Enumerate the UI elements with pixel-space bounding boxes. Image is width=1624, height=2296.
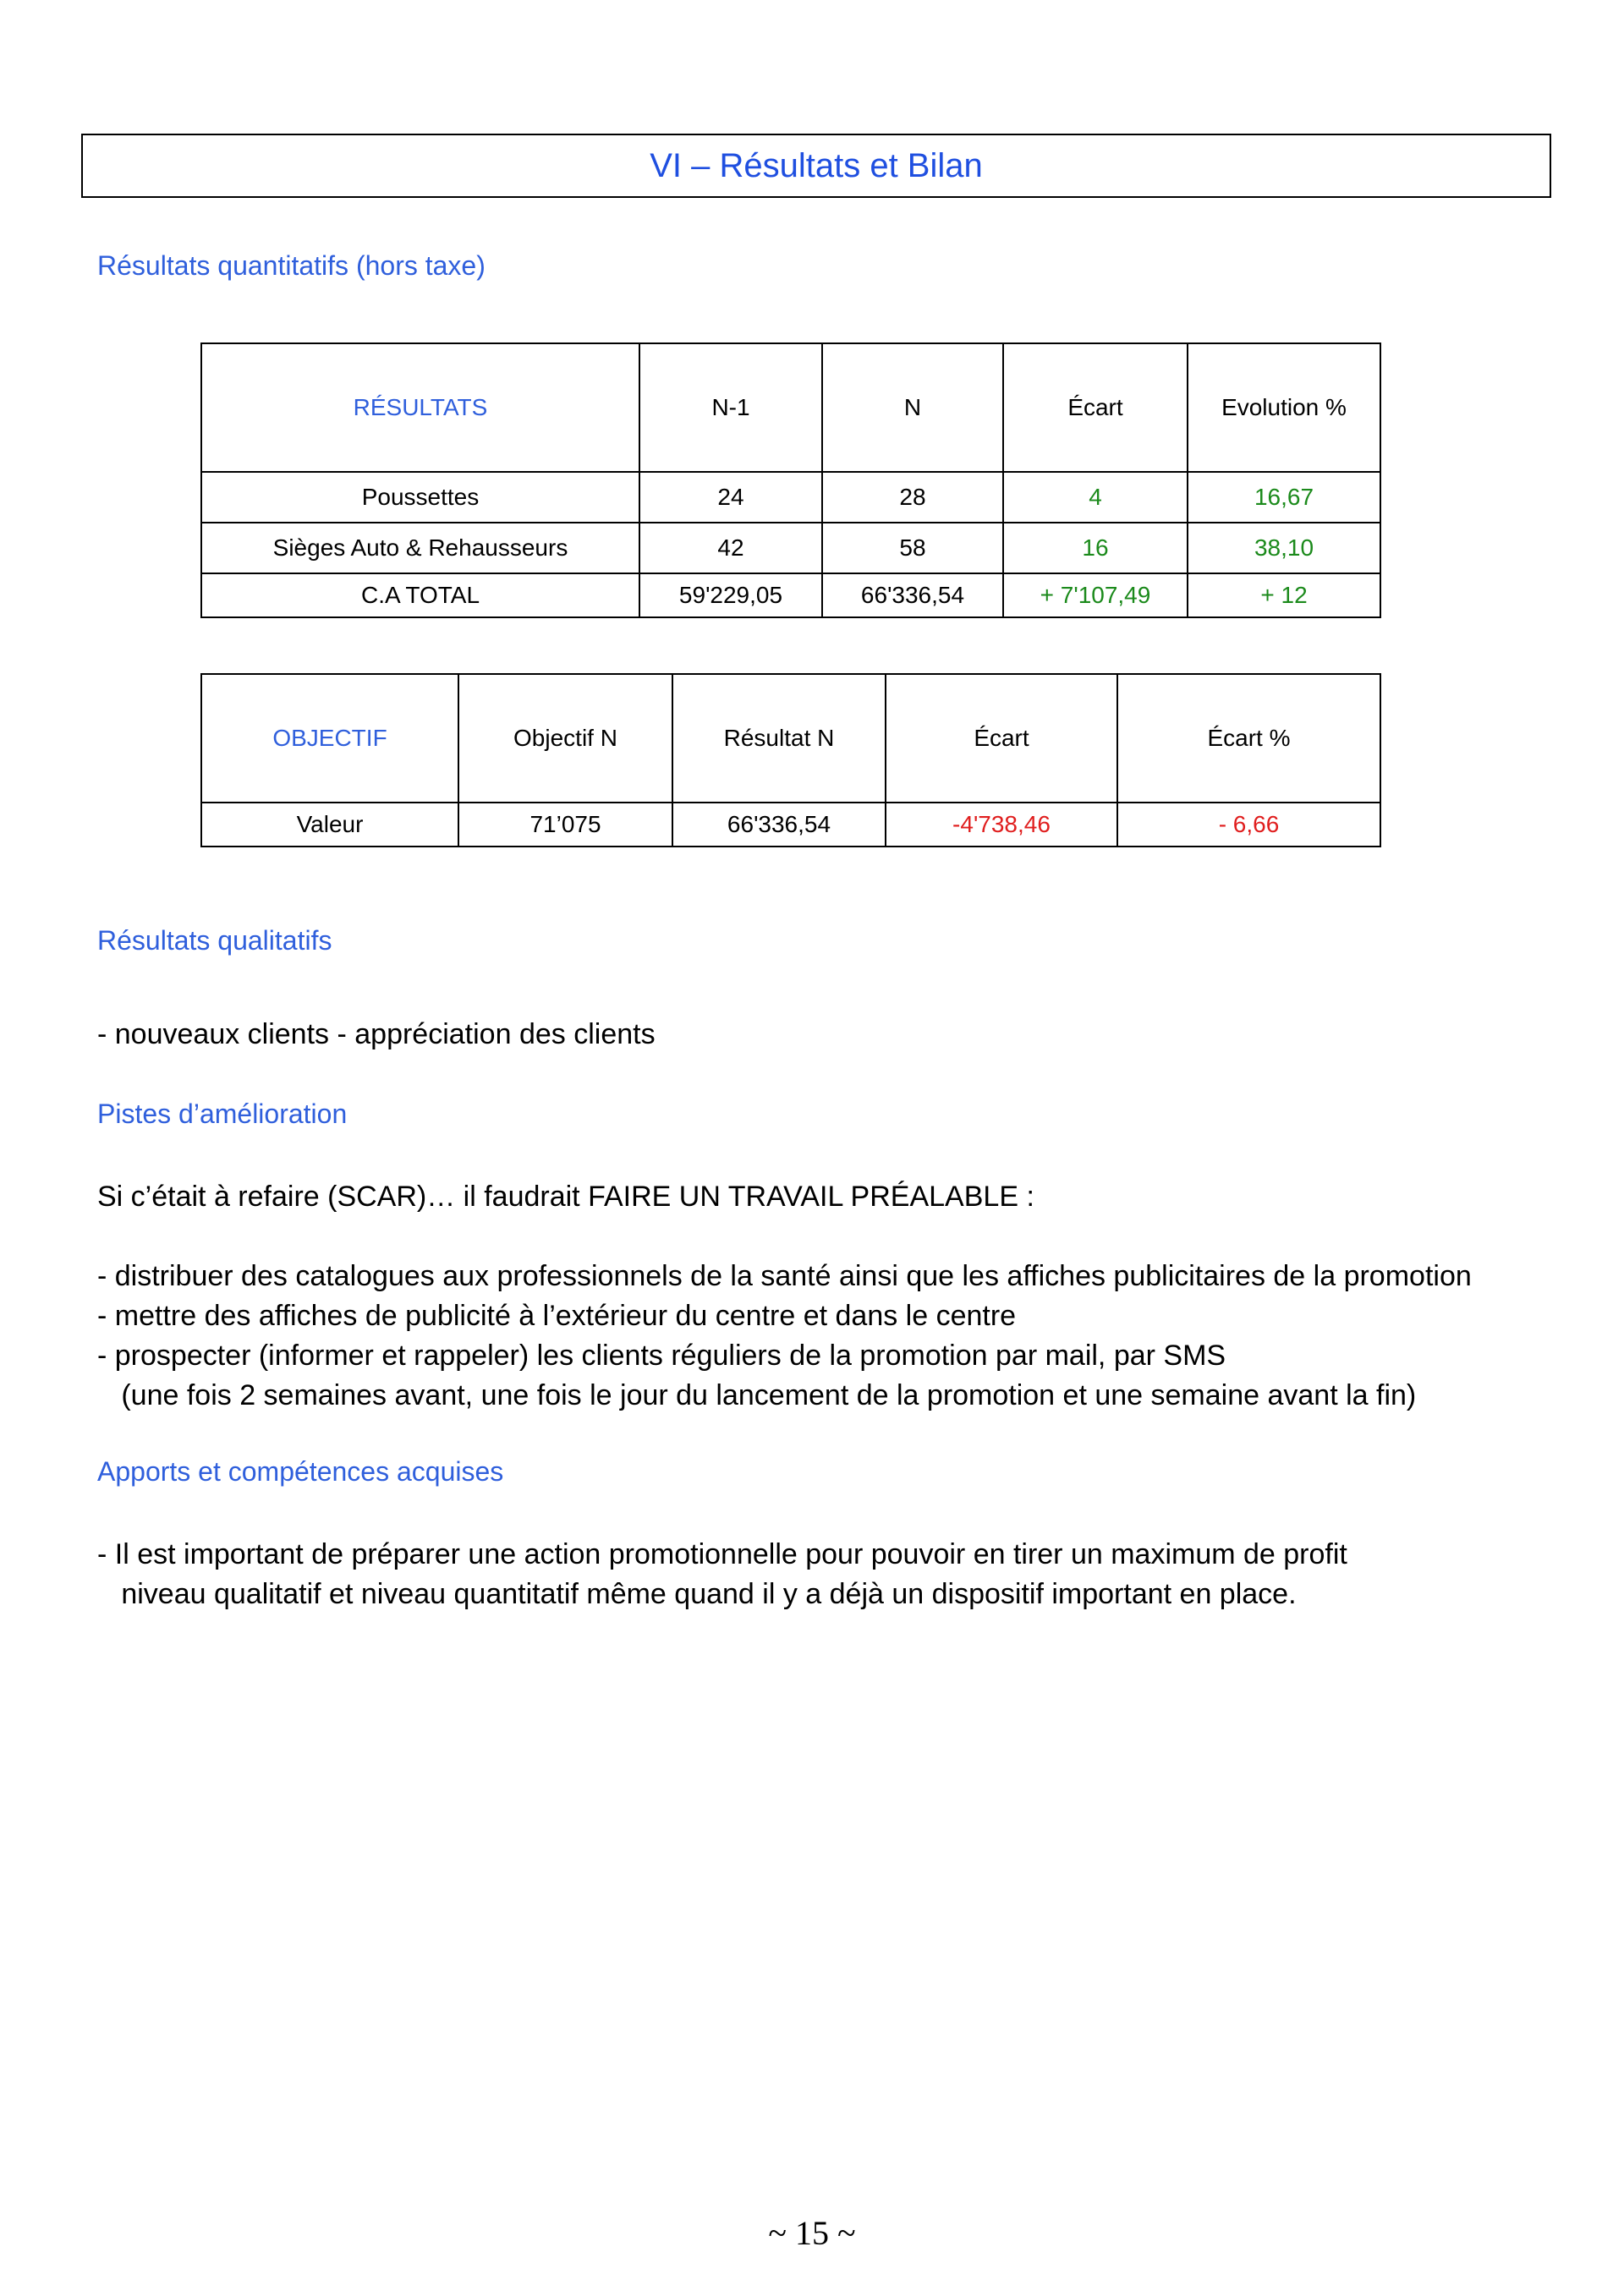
row-label: Sièges Auto & Rehausseurs <box>201 523 639 573</box>
table-cell: 16,67 <box>1188 472 1380 523</box>
results-table-header-row <box>201 343 1380 472</box>
table-cell: 66'336,54 <box>672 803 886 847</box>
page-number: ~ 15 ~ <box>768 2214 856 2252</box>
table-cell: 59'229,05 <box>639 573 822 617</box>
qualitative-text: - nouveaux clients - appréciation des clients <box>97 1018 656 1050</box>
table-cell: 24 <box>639 472 822 523</box>
table-cell: + 12 <box>1188 573 1380 617</box>
skills-heading: Apports et compétences acquises <box>97 1456 504 1487</box>
row-label: Poussettes <box>201 472 639 523</box>
results-header-cell: N <box>822 343 1003 472</box>
table-cell: 16 <box>1003 523 1188 573</box>
table-cell: 38,10 <box>1188 523 1380 573</box>
table-cell: + 7'107,49 <box>1003 573 1188 617</box>
table-row <box>201 573 1380 617</box>
table-cell: 71’075 <box>458 803 672 847</box>
results-table <box>200 342 1381 618</box>
skills-line: niveau qualitatif et niveau quantitatif même quand il y a déjà un dispositif important en place. <box>97 1578 1297 1610</box>
table-row <box>201 523 1380 573</box>
improvement-heading: Pistes d’amélioration <box>97 1099 348 1129</box>
table-cell: 42 <box>639 523 822 573</box>
table-cell: 4 <box>1003 472 1188 523</box>
quantitative-heading: Résultats quantitatifs (hors taxe) <box>97 250 486 281</box>
results-header-cell: Evolution % <box>1188 343 1380 472</box>
objective-table-header-row <box>201 674 1380 803</box>
improvement-item: - distribuer des catalogues aux professionnels de la santé ainsi que les affiches publicitaires de la promotion <box>97 1260 1472 1292</box>
objective-header-cell: Écart % <box>1117 674 1380 803</box>
section-title: VI – Résultats et Bilan <box>650 146 983 184</box>
section-title-box <box>81 134 1551 198</box>
improvement-item: - prospecter (informer et rappeler) les clients réguliers de la promotion par mail, par SMS <box>97 1340 1226 1372</box>
table-row <box>201 472 1380 523</box>
results-header-cell: RÉSULTATS <box>201 343 639 472</box>
objective-header-cell: OBJECTIF <box>201 674 458 803</box>
table-cell: 28 <box>822 472 1003 523</box>
table-cell: 66'336,54 <box>822 573 1003 617</box>
improvement-intro: Si c’était à refaire (SCAR)… il faudrait FAIRE UN TRAVAIL PRÉALABLE : <box>97 1181 1034 1213</box>
objective-header-cell: Écart <box>886 674 1117 803</box>
table-cell: -4'738,46 <box>886 803 1117 847</box>
results-header-cell: N-1 <box>639 343 822 472</box>
table-row <box>201 803 1380 847</box>
results-header-cell: Écart <box>1003 343 1188 472</box>
table-cell: - 6,66 <box>1117 803 1380 847</box>
skills-line: - Il est important de préparer une action promotionnelle pour pouvoir en tirer un maximum de profit <box>97 1538 1347 1570</box>
improvement-item: - mettre des affiches de publicité à l’extérieur du centre et dans le centre <box>97 1300 1017 1332</box>
row-label: Valeur <box>201 803 458 847</box>
objective-table <box>200 673 1381 847</box>
table-cell: 58 <box>822 523 1003 573</box>
row-label: C.A TOTAL <box>201 573 639 617</box>
qualitative-heading: Résultats qualitatifs <box>97 925 332 956</box>
objective-header-cell: Résultat N <box>672 674 886 803</box>
objective-header-cell: Objectif N <box>458 674 672 803</box>
improvement-item: (une fois 2 semaines avant, une fois le jour du lancement de la promotion et une semaine avant la fin) <box>97 1379 1417 1411</box>
